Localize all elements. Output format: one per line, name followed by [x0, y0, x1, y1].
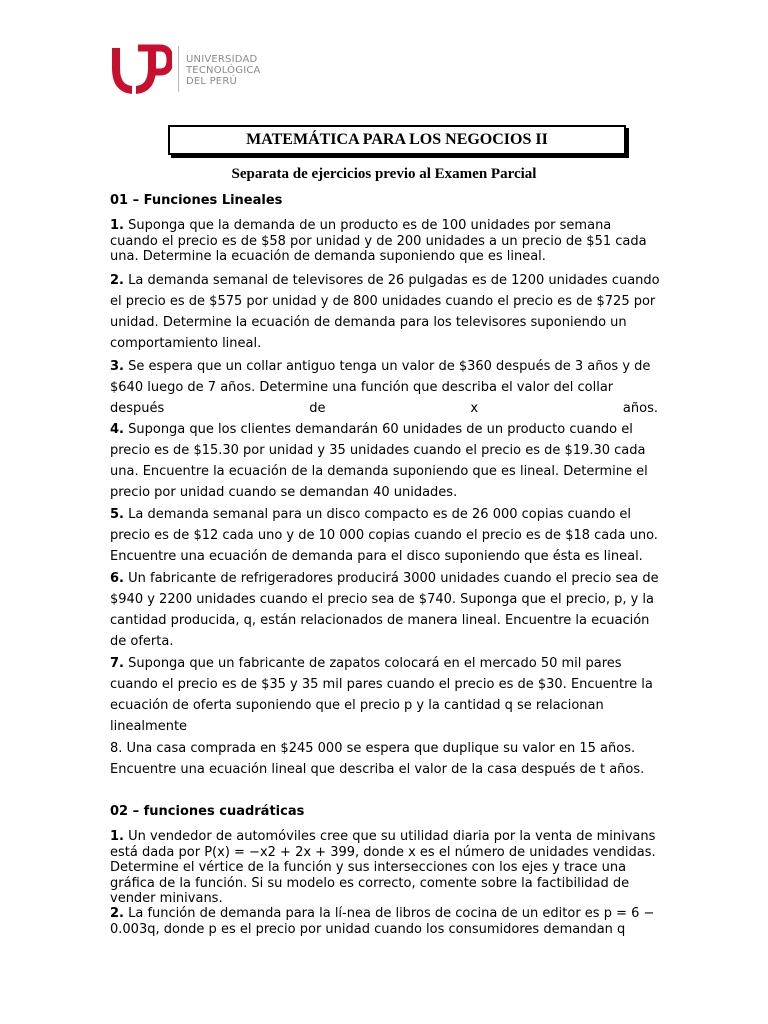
exercise-text: Suponga que los clientes demandarán 60 unidades de un producto cuando el [123, 422, 633, 437]
exercise-justified-line [110, 398, 658, 419]
exercise-1-3 [110, 356, 658, 419]
exercise-text: La demanda semanal para un disco compacto es de 26 000 copias cuando el [123, 507, 632, 522]
word: años. [622, 401, 658, 416]
exercise-text: . Una casa comprada en $245 000 se espera que duplique su valor en 15 años. [118, 741, 636, 756]
exercise-number: 2. [110, 273, 124, 288]
exercise-number: 8 [110, 741, 119, 756]
exercise-1-1 [110, 218, 658, 265]
utp-logo-icon [112, 44, 172, 96]
exercise-text: el precio es de $575 por unidad y de 800 unidades cuando el precio es de $725 por [110, 294, 656, 309]
exercise-text: unidad. Determine la ecuación de demanda para los televisores suponiendo un [110, 315, 627, 330]
university-name [186, 54, 261, 87]
word: después [110, 401, 165, 416]
exercise-number: 7. [110, 656, 124, 671]
exercise-number: 1. [110, 829, 124, 844]
exercise-number: 2. [110, 906, 124, 921]
exercise-text: $940 y 2200 unidades cuando el precio sea de $740. Suponga que el precio, p, y la [110, 592, 655, 607]
document-title-box [168, 125, 626, 155]
exercise-text: una. Determine la ecuación de demanda suponiendo que es lineal. [110, 249, 546, 264]
exercise-text: precio por unidad cuando se demandan 40 unidades. [110, 485, 458, 500]
exercise-1-5 [110, 504, 658, 567]
exercise-text: Suponga que la demanda de un producto es de 100 unidades por semana [123, 218, 612, 233]
section-title-funciones-lineales: 01 – Funciones Lineales [110, 193, 283, 208]
word: de [309, 401, 326, 416]
exercise-text: Encuentre una ecuación de demanda para el disco suponiendo que ésta es lineal. [110, 549, 643, 564]
university-name-line: TECNOLÓGICA [186, 65, 261, 76]
exercise-1-2 [110, 270, 658, 354]
exercise-text: $640 luego de 7 años. Determine una función que describa el valor del collar [110, 380, 614, 395]
exercise-text: vender minivans. [110, 891, 223, 906]
exercise-text: precio es de $12 cada uno y de 10 000 copias cuando el precio es de $18 cada uno. [110, 528, 658, 543]
exercise-text: cantidad producida, q, están relacionados de manera lineal. Encuentre la ecuación [110, 613, 650, 628]
exercise-text: gráfica de la función. Si su modelo es correcto, comente sobre la factibilidad de [110, 875, 630, 891]
word: x [470, 401, 479, 416]
exercise-text: precio es de $15.30 por unidad y 35 unidades cuando el precio es de $19.30 cada [110, 443, 646, 458]
exercise-2-1 [110, 829, 658, 907]
exercise-text: La demanda semanal de televisores de 26 pulgadas es de 1200 unidades cuando [123, 273, 660, 288]
exercise-text: de oferta. [110, 634, 174, 649]
exercise-text: una. Encuentre la ecuación de la demanda suponiendo que es lineal. Determine el [110, 464, 648, 479]
exercise-text: linealmente [110, 719, 188, 734]
exercise-text: cuando el precio es de $35 y 35 mil pares cuando el precio es de $30. Encuentre la [110, 677, 653, 692]
exercise-number: 6. [110, 571, 124, 586]
exercise-text: cuando el precio es de $58 por unidad y de 200 unidades a un precio de $51 cada [110, 233, 647, 249]
exercise-text: está dada por P(x) = −x2 + 2x + 399, donde x es el número de unidades vendidas. [110, 844, 656, 860]
university-name-line: UNIVERSIDAD [186, 54, 258, 65]
exercise-text: Un fabricante de refrigeradores producirá 3000 unidades cuando el precio sea de [123, 571, 659, 586]
exercise-number: 3. [110, 359, 124, 374]
document-title: MATEMÁTICA PARA LOS NEGOCIOS II [246, 131, 548, 148]
exercise-text: 0.003q, donde p es el precio por unidad cuando los consumidores demandan q [110, 921, 626, 937]
exercise-text: Determine el vértice de la función y sus intersecciones con los ejes y trace una [110, 860, 627, 875]
exercise-text: Suponga que un fabricante de zapatos colocará en el mercado 50 mil pares [123, 656, 622, 671]
document-subtitle: Separata de ejercicios previo al Examen Parcial [231, 166, 537, 182]
exercise-text: La función de demanda para la lí-nea de libros de cocina de un editor es p = 6 − [123, 906, 655, 921]
section-title-funciones-cuadraticas: 02 – funciones cuadráticas [110, 804, 305, 819]
exercise-number: 5. [110, 507, 124, 522]
exercise-text: comportamiento lineal. [110, 336, 262, 351]
exercise-1-7 [110, 653, 658, 737]
exercise-1-8 [110, 738, 658, 780]
exercise-text: Un vendedor de automóviles cree que su utilidad diaria por la venta de minivans [123, 829, 656, 844]
exercise-text: ecuación de oferta suponiendo que el precio p y la cantidad q se relacionan [110, 698, 604, 713]
exercise-number: 1. [110, 218, 124, 233]
logo-divider [178, 46, 179, 92]
exercise-1-6 [110, 568, 658, 652]
exercise-1-4 [110, 419, 658, 503]
exercise-number: 4. [110, 422, 124, 437]
exercise-text: Se espera que un collar antiguo tenga un valor de $360 después de 3 años y de [123, 359, 651, 374]
university-name-line: DEL PERÚ [186, 76, 237, 87]
exercise-2-2 [110, 906, 658, 937]
exercise-text: Encuentre una ecuación lineal que describa el valor de la casa después de t años. [110, 762, 645, 777]
